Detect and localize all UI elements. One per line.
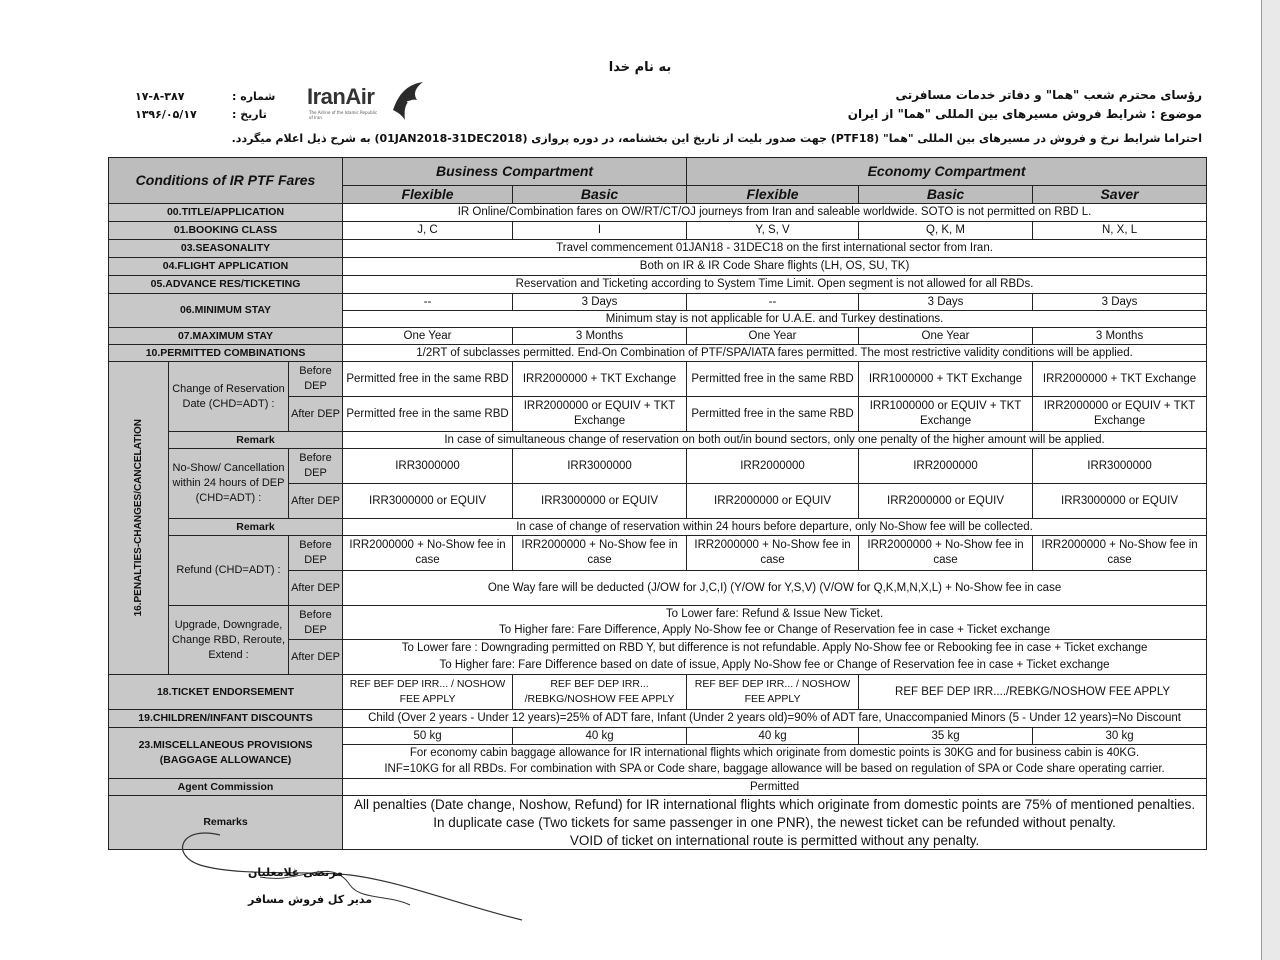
after-dep-label: After DEP	[289, 571, 343, 606]
row-text: Child (Over 2 years - Under 12 years)=25% of ADT fare, Infant (Under 2 years old)=90% of ADT fare, Unaccompanied Minors (5 - Under 12 years)=No Discount	[343, 710, 1207, 728]
row-label: 10.PERMITTED COMBINATIONS	[109, 345, 343, 362]
cell: REF BEF DEP IRR... / NOSHOW FEE APPLY	[687, 675, 859, 710]
row-label: 05.ADVANCE RES/TICKETING	[109, 276, 343, 294]
cell: J, C	[343, 222, 513, 240]
fare-conditions-table	[108, 157, 1207, 850]
cell: IRR3000000	[513, 449, 687, 484]
cell: IRR3000000	[343, 449, 513, 484]
remark-line: In duplicate case (Two tickets for same passenger in one PNR), the newest ticket can be refunded without penalty.	[343, 814, 1207, 832]
row-text: Travel commencement 01JAN18 - 31DEC18 on the first international sector from Iran.	[343, 240, 1207, 258]
signatory-title: مدیر کل فروش مسافر	[248, 893, 373, 906]
cell: One Year	[859, 328, 1033, 345]
fare-type-header: Basic	[859, 186, 1033, 204]
cell: REF BEF DEP IRR... /REBKG/NOSHOW FEE APPLY	[513, 675, 687, 710]
letter-date: ۱۳۹۶/۰۵/۱۷	[135, 108, 197, 121]
row-text: For economy cabin baggage allowance for IR international flights which originate from domestic points is 30KG and for business cabin is 40KG.	[343, 745, 1207, 762]
row-label: 19.CHILDREN/INFANT DISCOUNTS	[109, 710, 343, 728]
cell: IRR2000000 + No-Show fee in case	[859, 536, 1033, 571]
cell: 3 Months	[1033, 328, 1207, 345]
row-text: To Lower fare : Downgrading permitted on RBD Y, but difference is not refundable. Apply No-Show fee or Rebooking fee in case + Ticket exchange	[343, 640, 1207, 658]
fare-type-header: Flexible	[343, 186, 513, 204]
cell: IRR2000000 + No-Show fee in case	[687, 536, 859, 571]
signatory-name: مرتضی غلامعلیان	[248, 866, 343, 879]
row-text: Both on IR & IR Code Share flights (LH, OS, SU, TK)	[343, 258, 1207, 276]
row-text: 1/2RT of subclasses permitted. End-On Combination of PTF/SPA/IATA fares permitted. The most restrictive validity conditions will be applied.	[343, 345, 1207, 362]
before-dep-label: Before DEP	[289, 606, 343, 640]
row-text: To Lower fare: Refund & Issue New Ticket.	[343, 606, 1207, 623]
row-text: In case of simultaneous change of reservation on both out/in bound sectors, only one penalty of the higher amount will be applied.	[343, 432, 1207, 449]
cell: REF BEF DEP IRR..../REBKG/NOSHOW FEE APPLY	[859, 675, 1207, 710]
table-title: Conditions of IR PTF Fares	[109, 158, 343, 204]
cell: IRR2000000	[687, 449, 859, 484]
cell: Q, K, M	[859, 222, 1033, 240]
addressee: رؤسای محترم شعب "هما" و دفاتر خدمات مسافرتی	[895, 88, 1202, 102]
row-label: Agent Commission	[109, 779, 343, 796]
cell: IRR2000000 or EQUIV	[859, 484, 1033, 519]
row-label: 00.TITLE/APPLICATION	[109, 204, 343, 222]
penalties-section-label: 16.PENALTIES-CHANGES/CANCELATION	[109, 362, 169, 675]
cell: IRR3000000 or EQUIV	[513, 484, 687, 519]
cell: REF BEF DEP IRR... / NOSHOW FEE APPLY	[343, 675, 513, 710]
before-dep-label: Before DEP	[289, 449, 343, 484]
cell: --	[343, 294, 513, 311]
fare-type-header: Flexible	[687, 186, 859, 204]
row-text: IR Online/Combination fares on OW/RT/CT/OJ journeys from Iran and saleable worldwide. SOTO is not permitted on RBD L.	[343, 204, 1207, 222]
cell: IRR3000000	[1033, 449, 1207, 484]
cell: Permitted free in the same RBD	[343, 397, 513, 432]
signature-scribble-icon	[160, 815, 540, 925]
change-reservation-label: Change of Reservation Date (CHD=ADT) :	[169, 362, 289, 432]
cell: IRR2000000 + No-Show fee in case	[513, 536, 687, 571]
page-edge	[1261, 0, 1280, 960]
cell: 50 kg	[343, 728, 513, 745]
cell: IRR2000000 or EQUIV + TKT Exchange	[513, 397, 687, 432]
row-text: INF=10KG for all RBDs. For combination with SPA or Code share, baggage allowance will be based on regulation of SPA or Code share operating carrier.	[343, 762, 1207, 779]
row-label: 03.SEASONALITY	[109, 240, 343, 258]
cell: --	[687, 294, 859, 311]
remark-line: All penalties (Date change, Noshow, Refund) for IR international flights which originate from domestic points are 75% of mentioned penalties.	[343, 796, 1207, 814]
row-label: 23.MISCELLANEOUS PROVISIONS (BAGGAGE ALLOWANCE)	[109, 728, 343, 779]
cell: 3 Months	[513, 328, 687, 345]
cell: Permitted free in the same RBD	[687, 362, 859, 397]
cell: IRR1000000 or EQUIV + TKT Exchange	[859, 397, 1033, 432]
cell: Y, S, V	[687, 222, 859, 240]
cell: 30 kg	[1033, 728, 1207, 745]
row-label: 18.TICKET ENDORSEMENT	[109, 675, 343, 710]
letter-number: ۱۷-۸-۳۸۷	[135, 90, 185, 103]
row-text: Permitted	[343, 779, 1207, 796]
noshow-label: No-Show/ Cancellation within 24 hours of DEP (CHD=ADT) :	[169, 449, 289, 519]
after-dep-label: After DEP	[289, 484, 343, 519]
row-text: Minimum stay is not applicable for U.A.E. and Turkey destinations.	[343, 311, 1207, 328]
intro-paragraph: احتراما شرایط نرخ و فروش در مسیرهای بین المللی "هما" (PTF18) جهت صدور بلیت از تاریخ این بخشنامه، در دوره پروازی (01JAN2018-31DEC2018) به شرح ذیل اعلام میگردد.	[231, 132, 1202, 145]
row-text: Reservation and Ticketing according to System Time Limit. Open segment is not allowed for all RBDs.	[343, 276, 1207, 294]
basmala: به نام خدا	[608, 60, 672, 75]
fare-type-header: Saver	[1033, 186, 1207, 204]
cell: IRR3000000 or EQUIV	[1033, 484, 1207, 519]
refund-label: Refund (CHD=ADT) :	[169, 536, 289, 606]
row-text: One Way fare will be deducted (J/OW for J,C,I) (Y/OW for Y,S,V) (V/OW for Q,K,M,N,X,L) + No-Show fee in case	[343, 571, 1207, 606]
remark-line: VOID of ticket on international route is permitted without any penalty.	[343, 832, 1207, 850]
economy-compartment-header: Economy Compartment	[687, 158, 1207, 186]
logo-tagline: The Airline of the Islamic Republic of Iran	[309, 110, 378, 120]
cell: IRR2000000 + No-Show fee in case	[343, 536, 513, 571]
row-label: Remarks	[109, 796, 343, 850]
fare-type-header: Basic	[513, 186, 687, 204]
cell: 40 kg	[687, 728, 859, 745]
row-label: 07.MAXIMUM STAY	[109, 328, 343, 345]
remark-label: Remark	[169, 519, 343, 536]
cell: IRR2000000 or EQUIV	[687, 484, 859, 519]
letter-date-label: تاریخ :	[232, 108, 267, 121]
cell: Permitted free in the same RBD	[687, 397, 859, 432]
cell: 40 kg	[513, 728, 687, 745]
cell: I	[513, 222, 687, 240]
row-label: 06.MINIMUM STAY	[109, 294, 343, 328]
cell: 3 Days	[859, 294, 1033, 311]
before-dep-label: Before DEP	[289, 536, 343, 571]
after-dep-label: After DEP	[289, 397, 343, 432]
upgrade-label: Upgrade, Downgrade, Change RBD, Reroute, Extend :	[169, 606, 289, 675]
row-label: 01.BOOKING CLASS	[109, 222, 343, 240]
cell: IRR2000000 + No-Show fee in case	[1033, 536, 1207, 571]
cell: IRR3000000 or EQUIV	[343, 484, 513, 519]
cell: Permitted free in the same RBD	[343, 362, 513, 397]
business-compartment-header: Business Compartment	[343, 158, 687, 186]
cell: IRR2000000 + TKT Exchange	[1033, 362, 1207, 397]
before-dep-label: Before DEP	[289, 362, 343, 397]
cell: 3 Days	[1033, 294, 1207, 311]
row-text: To Higher fare: Fare Difference based on date of issue, Apply No-Show fee or Change of Reservation fee in case + Ticket exchange	[343, 658, 1207, 675]
cell: 3 Days	[513, 294, 687, 311]
cell: N, X, L	[1033, 222, 1207, 240]
row-text: To Higher fare: Fare Difference, Apply No-Show fee or Change of Reservation fee in case + Ticket exchange	[343, 623, 1207, 640]
letter-number-label: شماره :	[232, 90, 276, 103]
logo-wordmark: IranAir	[307, 84, 375, 109]
remark-label: Remark	[169, 432, 343, 449]
subject-line: موضوع : شرایط فروش مسیرهای بین المللی "هما" از ایران	[847, 107, 1202, 121]
cell: One Year	[343, 328, 513, 345]
homa-bird-icon	[389, 80, 425, 122]
cell: One Year	[687, 328, 859, 345]
iranair-logo	[305, 78, 425, 126]
row-label: 04.FLIGHT APPLICATION	[109, 258, 343, 276]
after-dep-label: After DEP	[289, 640, 343, 675]
cell: IRR2000000 or EQUIV + TKT Exchange	[1033, 397, 1207, 432]
cell: IRR2000000	[859, 449, 1033, 484]
cell: IRR2000000 + TKT Exchange	[513, 362, 687, 397]
cell: IRR1000000 + TKT Exchange	[859, 362, 1033, 397]
row-text: In case of change of reservation within 24 hours before departure, only No-Show fee will be collected.	[343, 519, 1207, 536]
cell: 35 kg	[859, 728, 1033, 745]
